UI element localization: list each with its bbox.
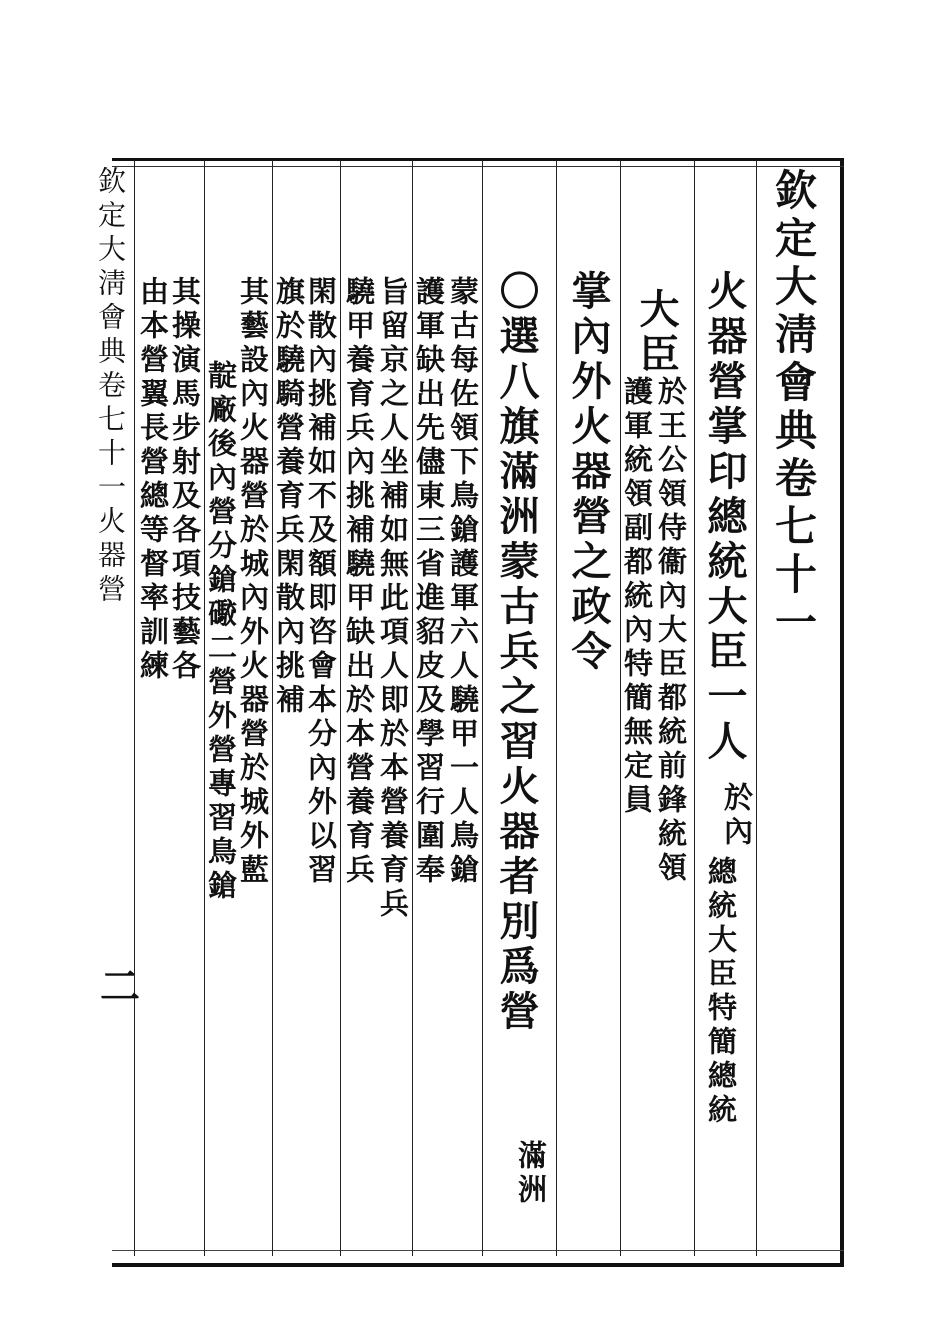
text-column-12: 靛廠後內營分鎗礮二營外營專習鳥鎗 <box>204 360 238 904</box>
page-number: 二 <box>100 963 140 1010</box>
text-column-14: 由本營翼長營總等督率訓練 <box>136 276 170 684</box>
column-rule <box>482 160 483 1256</box>
volume-title: 欽定大淸會典卷七十一 <box>769 168 818 648</box>
text-column-3: 掌內外火器營之政令 <box>565 270 612 675</box>
annotation-4a: 滿洲 <box>514 1140 548 1208</box>
text-column-10: 旗於驍騎營養育兵閑散內挑補 <box>272 276 306 718</box>
frame-bottom-inner-line <box>112 1250 844 1251</box>
text-column-4: 〇選八旗滿洲蒙古兵之習火器者別爲營 <box>493 270 540 1035</box>
text-column-7: 旨留京之人坐補如無此項人即於本營養育兵 <box>376 276 410 922</box>
frame-top-inner-line <box>112 166 844 167</box>
column-rule <box>556 160 557 1256</box>
text-column-1: 火器營掌印總統大臣一人 <box>701 270 748 765</box>
text-column-6: 護軍缺出先儘東三省進貂皮及學習行圍奉 <box>412 276 446 888</box>
text-column-9: 閑散內挑補如不及額即咨會本分內外以習 <box>304 276 338 888</box>
margin-title: 欽定大淸會典卷七十一火器營 <box>94 166 127 608</box>
column-rule <box>694 160 695 1256</box>
annotation-2b: 護軍統領副都統內特簡無定員 <box>620 376 654 818</box>
text-column-11: 其藝設內火器營於城內外火器營於城外藍 <box>236 276 270 888</box>
annotation-2a: 於王公領侍衞內大臣都統前鋒統領 <box>654 376 688 886</box>
column-rule <box>756 160 757 1256</box>
column-rule <box>134 160 135 1256</box>
text-column-13: 其操演馬步射及各項技藝各 <box>168 276 202 684</box>
text-column-5: 蒙古每佐領下鳥鎗護軍六人驍甲一人鳥鎗 <box>446 276 480 888</box>
text-column-8: 驍甲養育兵內挑補驍甲缺出於本營養育兵 <box>342 276 376 888</box>
text-column-2: 大臣 <box>633 288 680 378</box>
column-rule <box>340 160 341 1256</box>
annotation-1a: 於內 <box>720 782 754 850</box>
annotation-1b: 總統大臣特簡總統 <box>704 856 738 1128</box>
